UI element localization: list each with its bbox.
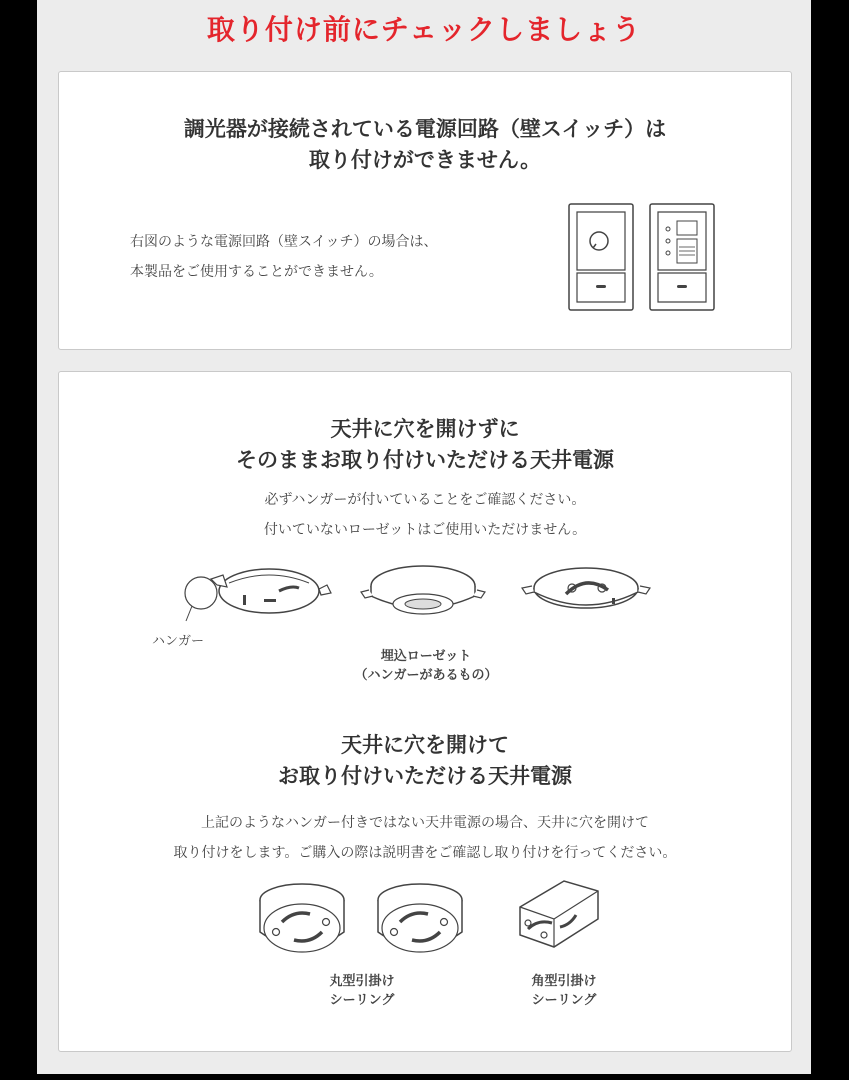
dimmer-heading-line1: 調光器が接続されている電源回路（壁スイッチ）は (183, 117, 667, 141)
dimmer-slider-switch-icon (649, 203, 715, 311)
dimmer-warning-card (58, 71, 792, 350)
hanger-highlight-circle (181, 573, 221, 613)
rosette-caption-line2: （ハンガーがあるもの） (354, 668, 498, 683)
no-drill-heading-line1: 天井に穴を開けずに (330, 417, 520, 441)
no-drill-body-line1: 必ずハンガーが付いていることをご確認ください。 (264, 492, 586, 508)
dimmer-body-line1: 右図のような電源回路（壁スイッチ）の場合は、 (130, 234, 438, 250)
ceiling-outlet-card (58, 371, 792, 1052)
round-ceiling-outlet-icon (254, 880, 350, 958)
rosette-caption-line1: 埋込ローゼット (380, 649, 472, 664)
dimmer-body-line2: 本製品をご使用することができません。 (130, 264, 383, 280)
round-ceiling-outlet-icon (372, 880, 468, 958)
page-title: 取り付け前にチェックしましょう (206, 13, 642, 46)
round-caption-line2: シーリング (329, 993, 395, 1008)
square-caption-line2: シーリング (531, 993, 597, 1008)
square-caption-line1: 角型引掛け (531, 974, 597, 989)
round-caption-line1: 丸型引掛け (329, 974, 395, 989)
no-drill-heading-line2: そのままお取り付けいただける天井電源 (236, 448, 614, 472)
embedded-rosette-icon (359, 562, 494, 634)
dimmer-heading-line2: 取り付けができません。 (308, 148, 542, 172)
drill-body-line1: 上記のようなハンガー付きではない天井電源の場合、天井に穴を開けて (201, 815, 649, 831)
dimmer-dial-switch-icon (568, 203, 634, 311)
drill-body-line2: 取り付けをします。ご購入の際は説明書をご確認し取り付けを行ってください。 (173, 845, 677, 861)
drill-heading-line2: お取り付けいただける天井電源 (278, 764, 572, 788)
square-ceiling-outlet-icon (516, 877, 602, 953)
flat-rosette-icon (516, 564, 656, 622)
drill-heading-line1: 天井に穴を開けて (341, 733, 509, 757)
page-sheet (37, 0, 811, 1074)
hanger-label: ハンガー (152, 634, 205, 649)
no-drill-body-line2: 付いていないローゼットはご使用いただけません。 (263, 522, 587, 538)
